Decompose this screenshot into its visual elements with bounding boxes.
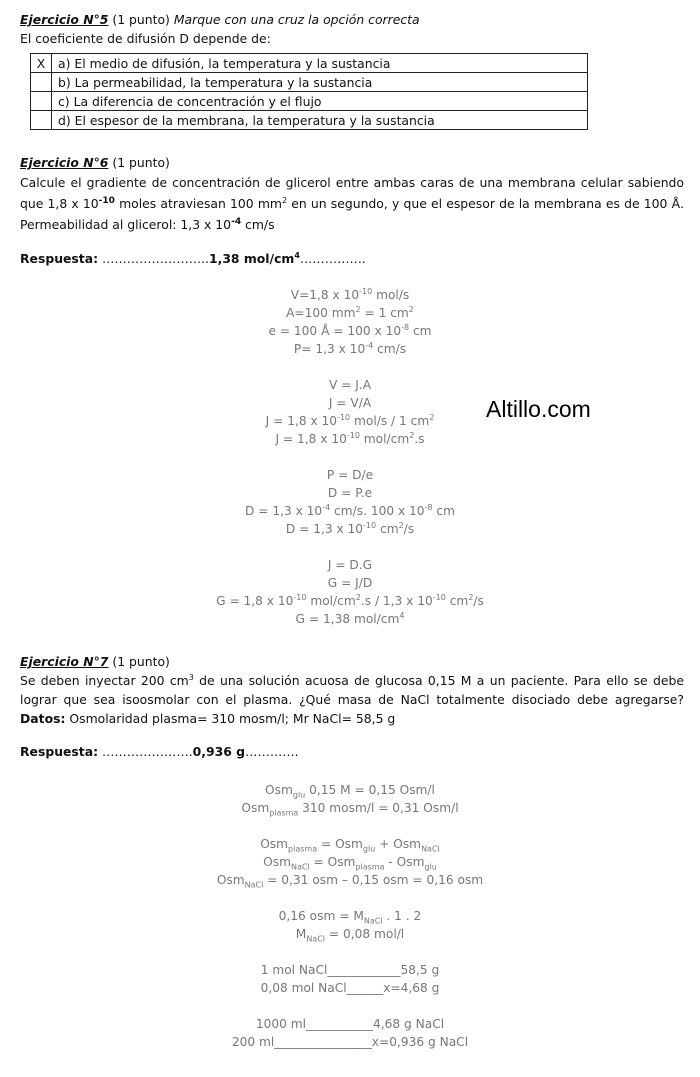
ex6-working (20, 286, 680, 628)
ex5-question: El coeficiente de difusión D depende de: (20, 31, 271, 46)
ex6-work-group-2: V = J.A J = V/A J = 1,8 x $10^{-10}$ mol/s / 1 $cm^2$ J = 1,8 x $10^{-10}$ mol/$cm^2.s$ (265, 378, 435, 446)
option-row-a[interactable] (31, 54, 588, 73)
ex7-heading (20, 652, 684, 671)
ex7-work-group-2: Osm$_{plasma}$ = Osm$_{glu}$ + Osm$_{NaCl}$ Osm$_{NaCl}$ = Osm$_{plasma}$ - Osm$_{glu}$ Osm$_{NaCl}$ = 0,31 osm – 0,15 osm = 0,16 osm (216, 837, 484, 890)
ex6-statement-part: moles atraviesan 100 mm (114, 196, 282, 211)
watermark-text: Altillo.com (486, 396, 591, 422)
option-text: b) La permeabilidad, la temperatura y la sustancia (52, 73, 588, 92)
option-row-b[interactable] (31, 73, 588, 92)
ex7-work-group-4: 1 mol NaCl____________58,5 g 0,08 mol NaCl______x=4,68 g (260, 963, 440, 995)
option-mark[interactable]: X (31, 54, 52, 73)
answer-dots: ……………. (299, 251, 366, 266)
ex7-work-group-3: 0,16 osm = $M_{NaCl}$ . 1 . 2 $M_{NaCl} = 0,08$ mol/l (278, 909, 422, 944)
ex6-title: Ejercicio N°6 (20, 155, 109, 170)
ex6-statement (20, 172, 684, 235)
ex5-instruction: Marque con una cruz la opción correcta (173, 12, 420, 27)
ex6-statement-part: Calcule el gradiente de concentración de glicerol entre ambas caras de una membrana celular sabiendo que 1,8 x 10 (20, 175, 684, 211)
option-row-c[interactable] (31, 92, 588, 111)
answer-dots: …………………. (98, 744, 193, 759)
ex6-exponent: -4 (231, 216, 242, 227)
ex6-exponent: -10 (98, 195, 115, 206)
ex5-options-table (30, 53, 588, 130)
ex6-statement-part: cm/s (241, 217, 275, 232)
ex7-work-group-5: 1000 ml___________4,68 g NaCl 200 ml________________x=0,936 g NaCl (231, 1017, 469, 1049)
ex7-statement-part: Osmolaridad plasma= 310 mosm/l; Mr NaCl= 58,5 g (65, 711, 396, 726)
answer-dots: …………. (245, 744, 299, 759)
ex6-heading (20, 153, 684, 172)
answer-value: 1,38 mol/cm (208, 251, 295, 266)
ex7-answer (20, 742, 684, 761)
answer-dots: …………………….. (98, 251, 209, 266)
ex7-exponent: 3 (188, 672, 194, 682)
ex6-answer (20, 249, 684, 268)
option-row-d[interactable] (31, 111, 588, 130)
ex7-points: (1 punto) (108, 654, 170, 669)
ex5-heading (20, 10, 684, 29)
ex5-title: Ejercicio N°5 (20, 12, 109, 27)
ex7-datos-label: Datos: (20, 711, 66, 726)
worksheet-page (20, 10, 684, 1051)
option-mark[interactable] (31, 73, 52, 92)
answer-label: Respuesta: (20, 744, 99, 759)
ex7-working (20, 781, 680, 1051)
ex7-statement (20, 671, 684, 728)
ex7-statement-part: de una solución acuosa de glucosa 0,15 M a un paciente. Para ello se debe lograr que sea isoosmolar con el plasma. ¿Qué masa de NaCl totalmente disociado debe agregarse? (20, 673, 684, 707)
ex6-work-group-3: P = D/e D = P.e D = 1,3 x $10^{-4}$ cm/s. 100 x $10^{-8}$ cm D = 1,3 x $10^{-10}$ $cm^2/s$ (244, 468, 455, 536)
ex7-statement-part: Se deben inyectar 200 cm (20, 673, 189, 688)
ex7-title: Ejercicio N°7 (20, 654, 109, 669)
ex6-exponent: 2 (282, 195, 288, 205)
answer-label: Respuesta: (20, 251, 99, 266)
option-text: c) La diferencia de concentración y el flujo (52, 92, 588, 111)
ex6-work-group-4: J = D.G G = J/D G = 1,8 x $10^{-10}$ mol/$cm^2.s / 1,3$ x $10^{-10}$ $cm^2/s$ G = 1,38 mol/$cm^4$ (216, 558, 484, 626)
option-text: a) El medio de difusión, la temperatura y la sustancia (52, 54, 588, 73)
ex6-work-group-1: V=1,8 x $10^{-10}$ mol/s A=100 $mm^2 = 1$ $cm^2$ e = 100 Å = 100 x $10^{-8}$ cm P= 1,3 x $10^{-4}$ cm/s (268, 286, 432, 356)
option-mark[interactable] (31, 92, 52, 111)
answer-exponent: 4 (294, 250, 300, 260)
ex5-points: (1 punto) (108, 12, 174, 27)
ex7-work-group-1: Osm$_{glu}$ 0,15 M = 0,15 Osm/l Osm$_{plasma}$ 310 mosm/l = 0,31 Osm/l (241, 783, 459, 818)
ex6-statement-part: en un segundo, y que el espesor de la membrana es de 100 Å. Permeabilidad al glicerol: 1,3 x 10 (20, 196, 685, 232)
option-text: d) El espesor de la membrana, la temperatura y la sustancia (52, 111, 588, 130)
answer-value: 0,936 g (192, 744, 246, 759)
ex6-points: (1 punto) (108, 155, 170, 170)
option-mark[interactable] (31, 111, 52, 130)
